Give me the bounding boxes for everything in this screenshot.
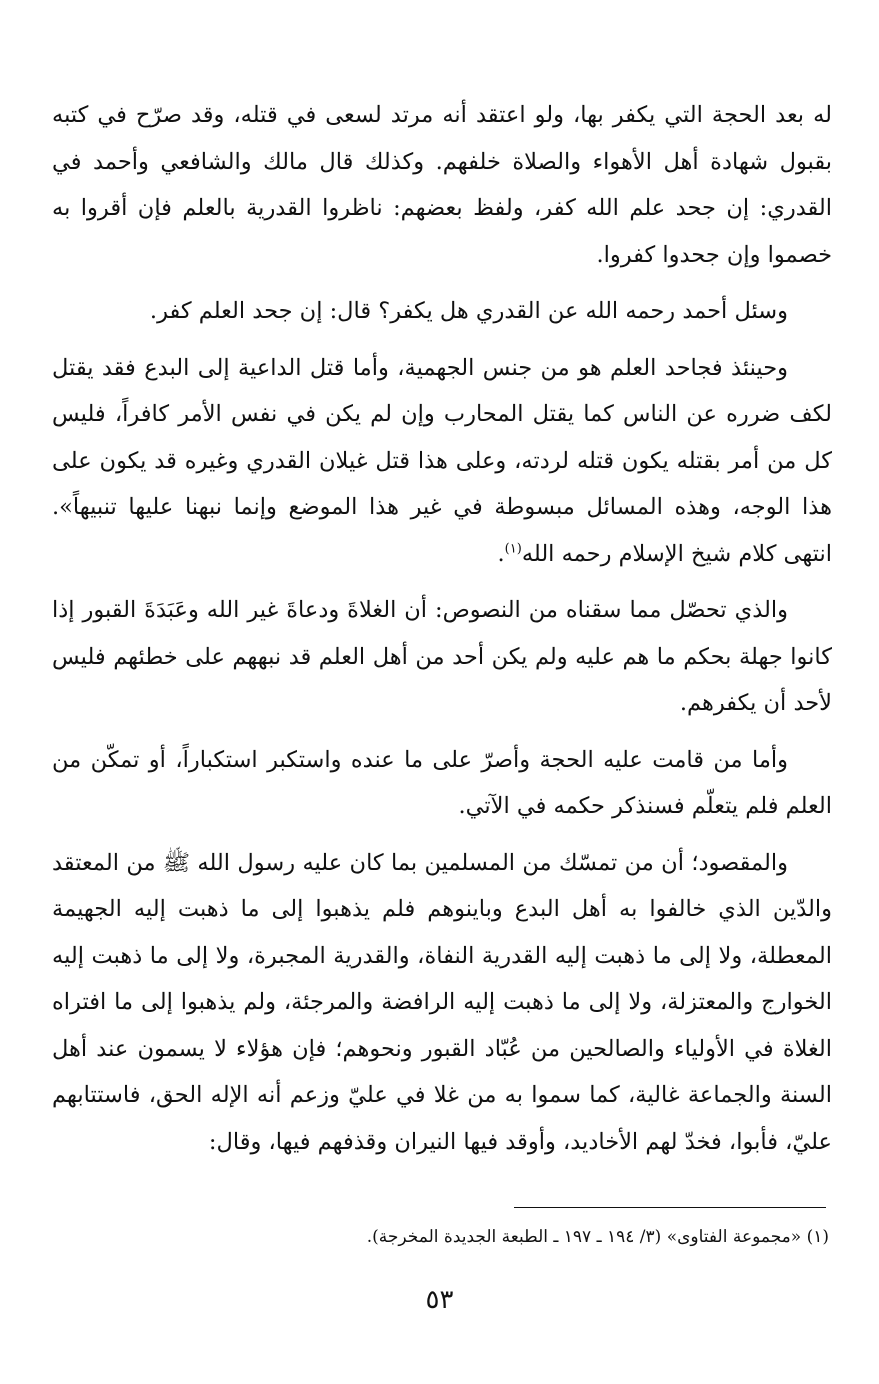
paragraph-4: والذي تحصّل مما سقناه من النصوص: أن الغلاةَ ودعاةَ غير الله وعَبَدَةَ القبور إذا كانوا جهلة بحكم ما هم عليه ولم يكن أحد من أهل العلم قد نبههم على خطئهم فليس لأحد أن يكفرهم. bbox=[52, 597, 832, 716]
page-body bbox=[52, 92, 832, 1175]
paragraph-2: وسئل أحمد رحمه الله عن القدري هل يكفر؟ قال: إن جحد العلم كفر. bbox=[149, 298, 788, 324]
paragraph-5: وأما من قامت عليه الحجة وأصرّ على ما عنده واستكبر استكباراً، أو تمكّن من العلم فلم يتعلّم فسنذكر حكمه في الآتي. bbox=[52, 746, 832, 819]
paragraph-6: والمقصود؛ أن من تمسّك من المسلمين بما كان عليه رسول الله ﷺ من المعتقد والدّين الذي خالفوا به أهل البدع وباينوهم فلم يذهبوا إلى ما ذهبت إليه الجهيمة المعطلة، ولا إلى ما ذهبت إليه القدرية النفاة، والقدرية المجبرة، ولا إلى ما ذهبت إليه الخوارج والمعتزلة، ولا إلى ما ذهبت إليه الرافضة والمرجئة، ولم يذهبوا إلى ما افتراه الغلاة في الأولياء والصالحين من عُبّاد القبور ونحوهم؛ فإن هؤلاء لا يسمون عند أهل السنة والجماعة غالية، كما سموا به من غلا في عليّ وزعم أنه الإله الحق، فاستتابهم عليّ، فأبوا، فخدّ لهم الأخاديد، وأوقد فيها النيران وقذفهم فيها، وقال: bbox=[52, 849, 832, 1155]
paragraph-3-text: وحينئذ فجاحد العلم هو من جنس الجهمية، وأما قتل الداعية إلى البدع فقد يقتل لكف ضرره عن الناس كما يقتل المحارب وإن لم يكن في نفس الأمر كافراً، فليس كل من أمر بقتله يكون قتله لردته، وعلى هذا قتل غيلان القدري وغيره قد يكون على هذا الوجه، وهذه المسائل مبسوطة في غير هذا الموضع وإنما نبهنا عليها تنبيهاً». انتهى كلام شيخ الإسلام رحمه الله bbox=[52, 354, 832, 567]
footnote-divider bbox=[514, 1207, 826, 1208]
paragraph-1: له بعد الحجة التي يكفر بها، ولو اعتقد أنه مرتد لسعى في قتله، وقد صرّح في كتبه بقبول شهادة أهل الأهواء والصلاة خلفهم. وكذلك قال مالك والشافعي وأحمد في القدري: إن جحد علم الله كفر، ولفظ بعضهم: ناظروا القدرية بالعلم فإن أقروا به خصموا وإن جحدوا كفروا. bbox=[52, 102, 832, 268]
paragraph-3 bbox=[52, 345, 832, 578]
footnote-reference: (١) bbox=[504, 541, 522, 556]
page-number: ٥٣ bbox=[425, 1285, 454, 1315]
paragraph-3-end: . bbox=[497, 540, 505, 567]
footnote: (١) «مجموعة الفتاوى» (٣/ ١٩٤ ـ ١٩٧ ـ الطبعة الجديدة المخرجة). bbox=[366, 1227, 829, 1247]
